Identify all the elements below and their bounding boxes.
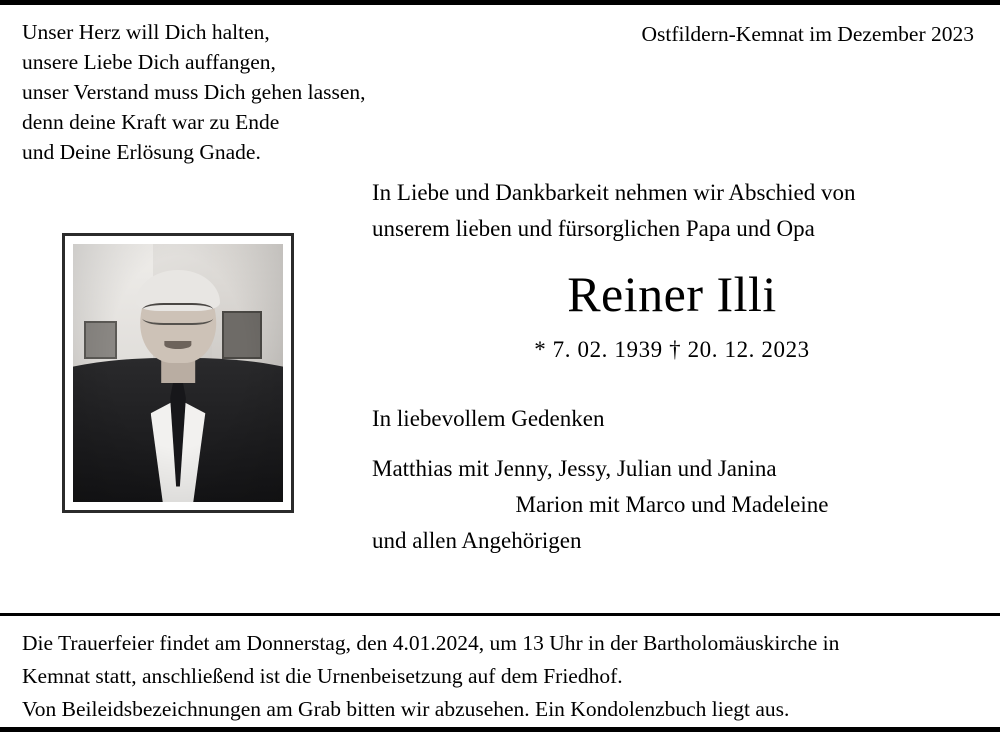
portrait-photo: [73, 244, 283, 502]
poem-block: [22, 17, 442, 167]
service-details-block: [22, 627, 982, 726]
photo-vignette: [73, 244, 283, 502]
family-line: Matthias mit Jenny, Jessy, Julian und Janina: [372, 456, 777, 481]
memoriam-heading: In liebevollem Gedenken: [372, 406, 605, 431]
announcement-block: [372, 175, 972, 559]
place-and-date: Ostfildern-Kemnat im Dezember 2023: [641, 22, 974, 46]
family-block: [372, 451, 972, 559]
poem-line: unsere Liebe Dich auffangen,: [22, 50, 276, 74]
announcement-intro-line: unserem lieben und fürsorglichen Papa und Opa: [372, 216, 815, 241]
announcement-intro-line: In Liebe und Dankbarkeit nehmen wir Abschied von: [372, 180, 856, 205]
section-divider: [0, 613, 1000, 616]
poem-line: Unser Herz will Dich halten,: [22, 20, 270, 44]
poem-line: und Deine Erlösung Gnade.: [22, 140, 261, 164]
poem-line: unser Verstand muss Dich gehen lassen,: [22, 80, 366, 104]
deceased-name: Reiner Illi: [567, 266, 777, 322]
family-line: und allen Angehörigen: [372, 528, 582, 553]
birth-and-death-dates: * 7. 02. 1939 † 20. 12. 2023: [534, 337, 810, 362]
service-details-line: Die Trauerfeier findet am Donnerstag, den 4.01.2024, um 13 Uhr in der Bartholomäuskirche in: [22, 631, 840, 655]
family-line: Marion mit Marco und Madeleine: [515, 492, 829, 517]
poem-line: denn deine Kraft war zu Ende: [22, 110, 280, 134]
portrait-photo-frame: [62, 233, 294, 513]
service-details-line: Von Beileidsbezeichnungen am Grab bitten wir abzusehen. Ein Kondolenzbuch liegt aus.: [22, 697, 790, 721]
service-details-line: Kemnat statt, anschließend ist die Urnenbeisetzung auf dem Friedhof.: [22, 664, 623, 688]
